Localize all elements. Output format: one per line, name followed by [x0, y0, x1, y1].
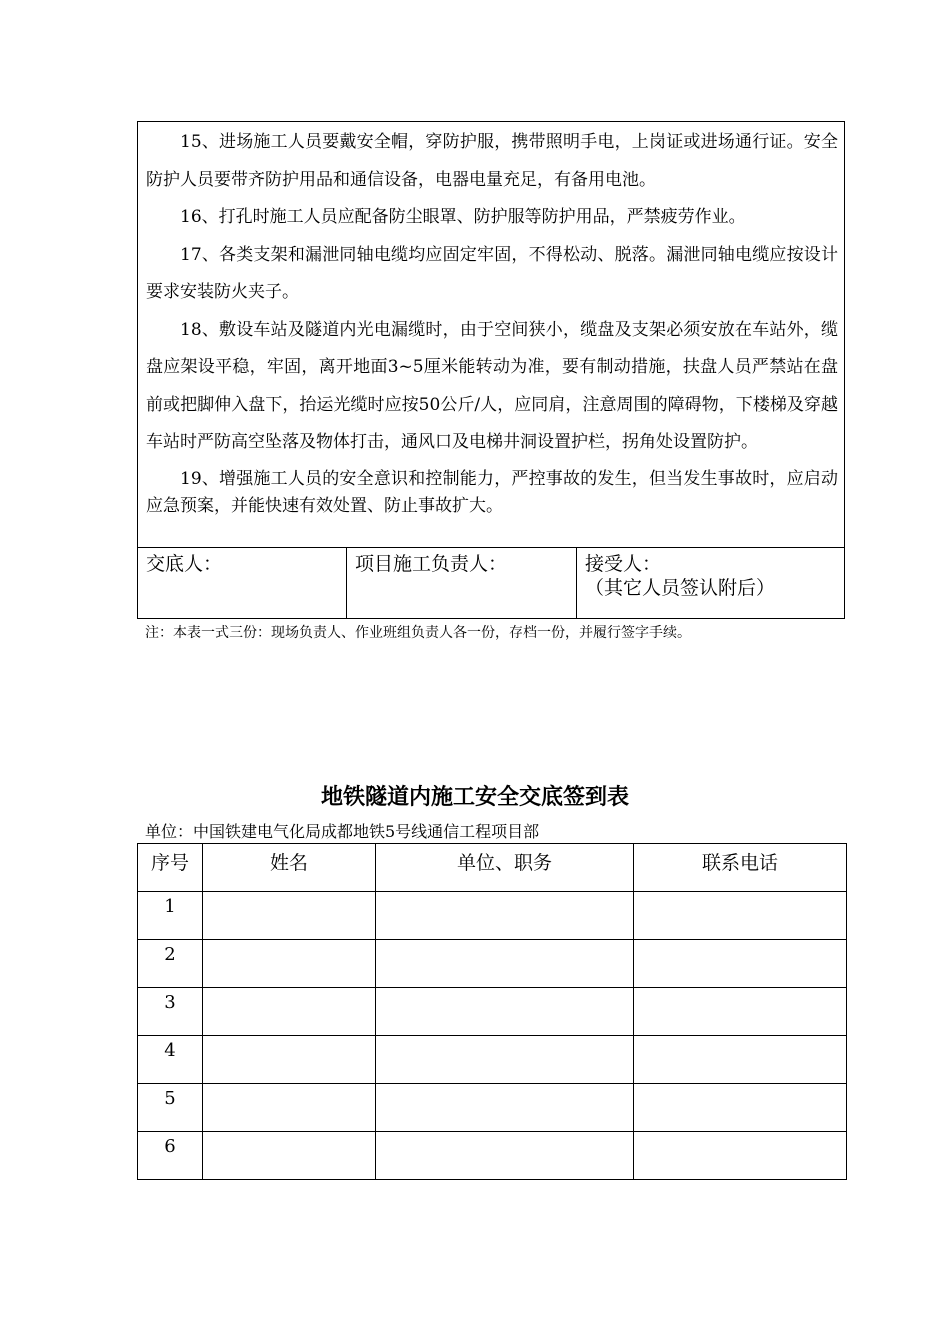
- table-row: [138, 1036, 847, 1084]
- name-cell[interactable]: [203, 1036, 376, 1084]
- safety-briefing-box: [137, 121, 845, 619]
- row-index: 1: [138, 892, 203, 940]
- table-row: [138, 988, 847, 1036]
- unit-position-cell[interactable]: [376, 892, 634, 940]
- paragraph-18: 18、敷设车站及隧道内光电漏缆时，由于空间狭小，缆盘及支架必须安放在车站外，缆盘应架设平稳，牢固，离开地面3~5厘米能转动为准，要有制动措施，扶盘人员严禁站在盘前或把脚伸入盘下，抬运光缆时应按50公斤/人，应同肩，注意周围的障碍物，下楼梯及穿越车站时严防高空坠落及物体打击，通风口及电梯井洞设置护栏，拐角处设置防护。: [146, 319, 838, 452]
- table-row: [138, 940, 847, 988]
- row-index: 2: [138, 940, 203, 988]
- presenter-cell[interactable]: [138, 548, 347, 619]
- unit-position-cell[interactable]: [376, 1036, 634, 1084]
- unit-position-cell[interactable]: [376, 940, 634, 988]
- receiver-cell[interactable]: [577, 548, 844, 619]
- paragraph-15: 15、进场施工人员要戴安全帽，穿防护服，携带照明手电，上岗证或进场通行证。安全防护人员要带齐防护用品和通信设备，电器电量充足，有备用电池。: [146, 132, 838, 190]
- signature-row: [138, 547, 844, 619]
- table-header-row: [138, 844, 847, 892]
- briefing-content: [138, 122, 846, 547]
- unit-position-cell[interactable]: [376, 1132, 634, 1180]
- table-row: [138, 892, 847, 940]
- unit-position-cell[interactable]: [376, 988, 634, 1036]
- phone-cell[interactable]: [634, 892, 847, 940]
- header-index: 序号: [138, 844, 203, 892]
- row-index: 3: [138, 988, 203, 1036]
- project-leader-cell[interactable]: [347, 548, 577, 619]
- signin-unit: 单位：中国铁建电气化局成都地铁5号线通信工程项目部: [145, 822, 540, 841]
- phone-cell[interactable]: [634, 940, 847, 988]
- signin-table: [137, 843, 847, 1180]
- name-cell[interactable]: [203, 940, 376, 988]
- phone-cell[interactable]: [634, 1084, 847, 1132]
- row-index: 5: [138, 1084, 203, 1132]
- header-phone: 联系电话: [634, 844, 847, 892]
- header-name: 姓名: [203, 844, 376, 892]
- phone-cell[interactable]: [634, 988, 847, 1036]
- name-cell[interactable]: [203, 892, 376, 940]
- phone-cell[interactable]: [634, 1132, 847, 1180]
- name-cell[interactable]: [203, 1084, 376, 1132]
- name-cell[interactable]: [203, 1132, 376, 1180]
- receiver-label: 接受人：: [585, 553, 662, 575]
- table-row: [138, 1132, 847, 1180]
- form-note: 注：本表一式三份：现场负责人、作业班组负责人各一份，存档一份，并履行签字手续。: [145, 625, 691, 641]
- paragraph-19: 19、增强施工人员的安全意识和控制能力，严控事故的发生，但当发生事故时，应启动应急预案，并能快速有效处置、防止事故扩大。: [146, 468, 838, 516]
- paragraph-17: 17、各类支架和漏泄同轴电缆均应固定牢固，不得松动、脱落。漏泄同轴电缆应按设计要求安装防火夹子。: [146, 244, 838, 302]
- receiver-note: （其它人员签认附后）: [585, 577, 776, 599]
- table-row: [138, 1084, 847, 1132]
- presenter-label: 交底人：: [146, 553, 223, 575]
- unit-position-cell[interactable]: [376, 1084, 634, 1132]
- row-index: 4: [138, 1036, 203, 1084]
- row-index: 6: [138, 1132, 203, 1180]
- signin-title: 地铁隧道内施工安全交底签到表: [320, 785, 629, 810]
- paragraph-16: 16、打孔时施工人员应配备防尘眼罩、防护服等防护用品，严禁疲劳作业。: [180, 207, 746, 227]
- project-leader-label: 项目施工负责人：: [355, 553, 508, 575]
- name-cell[interactable]: [203, 988, 376, 1036]
- phone-cell[interactable]: [634, 1036, 847, 1084]
- header-unit-position: 单位、职务: [376, 844, 634, 892]
